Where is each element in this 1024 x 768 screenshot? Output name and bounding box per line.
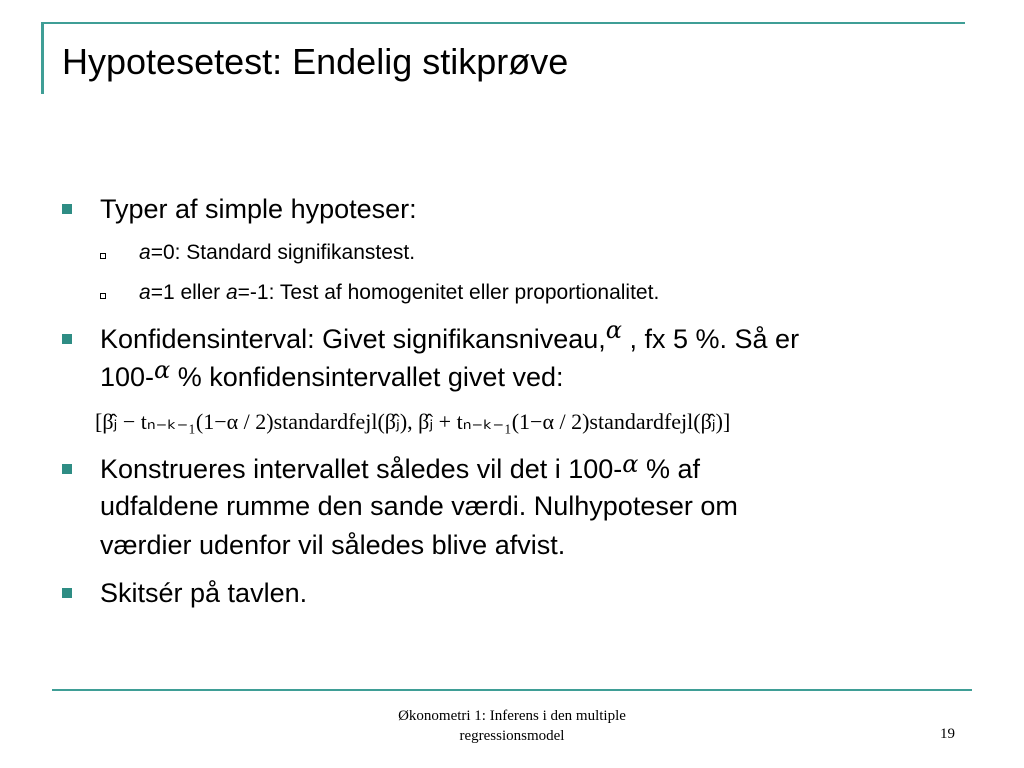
alpha-symbol: α	[154, 356, 171, 384]
bullet-text: 100-	[100, 362, 155, 392]
sub-bullet-marker	[100, 293, 106, 299]
sub-bullet-standard-test	[139, 240, 415, 266]
variable-a: a	[139, 241, 151, 264]
variable-a: a	[139, 281, 151, 304]
sub-bullet-marker	[100, 253, 106, 259]
page-number: 19	[940, 726, 955, 742]
variable-a: a	[225, 281, 238, 304]
bullet-text: % af	[638, 454, 701, 484]
confidence-interval-formula: [β̂ⱼ − tₙ₋ₖ₋₁(1−α / 2)standardfejl(β̂ⱼ), β̂ⱼ + tₙ₋ₖ₋₁(1−α / 2)standardfejl(β̂ⱼ)]	[95, 409, 731, 434]
bullet-interval-construction	[100, 452, 700, 487]
alpha-symbol: α	[605, 316, 622, 344]
bullet-text: , fx 5 %. Så er	[622, 324, 800, 354]
bullet-interval-construction-cont2: værdier udenfor vil således blive afvist.	[100, 530, 566, 560]
footer-line-1: Økonometri 1: Inferens i den multiple	[398, 708, 626, 724]
bullet-text: % konfidensintervallet givet ved:	[170, 362, 564, 392]
footer-course-title	[312, 706, 712, 746]
sub-bullet-text: =-1: Test af homogenitet eller proportionalitet.	[237, 281, 660, 304]
bullet-marker	[62, 204, 72, 214]
title-frame-horizontal	[41, 22, 965, 24]
bullet-confidence-interval-cont	[100, 356, 564, 395]
bullet-hypothesis-types: Typer af simple hypoteser:	[100, 194, 417, 224]
footer-line-2: regressionsmodel	[459, 728, 565, 744]
bullet-sketch-on-board: Skitsér på tavlen.	[100, 578, 308, 608]
bullet-text: Konstrueres intervallet således vil det i 100-	[100, 454, 623, 484]
footer-divider	[52, 689, 972, 691]
title-frame-vertical	[41, 22, 44, 94]
bullet-marker	[62, 464, 72, 474]
sub-bullet-text: =1 eller	[150, 281, 226, 304]
bullet-marker	[62, 588, 72, 598]
bullet-marker	[62, 334, 72, 344]
slide-title: Hypotesetest: Endelig stikprøve	[62, 41, 569, 82]
alpha-symbol: α	[622, 450, 639, 478]
bullet-confidence-interval	[100, 316, 800, 357]
bullet-text: Konfidensinterval: Givet signifikansniveau,	[100, 324, 606, 354]
bullet-interval-construction-cont: udfaldene rumme den sande værdi. Nulhypoteser om	[100, 491, 738, 521]
sub-bullet-text: =0: Standard signifikanstest.	[150, 241, 416, 264]
sub-bullet-homogeneity-test	[139, 280, 659, 306]
